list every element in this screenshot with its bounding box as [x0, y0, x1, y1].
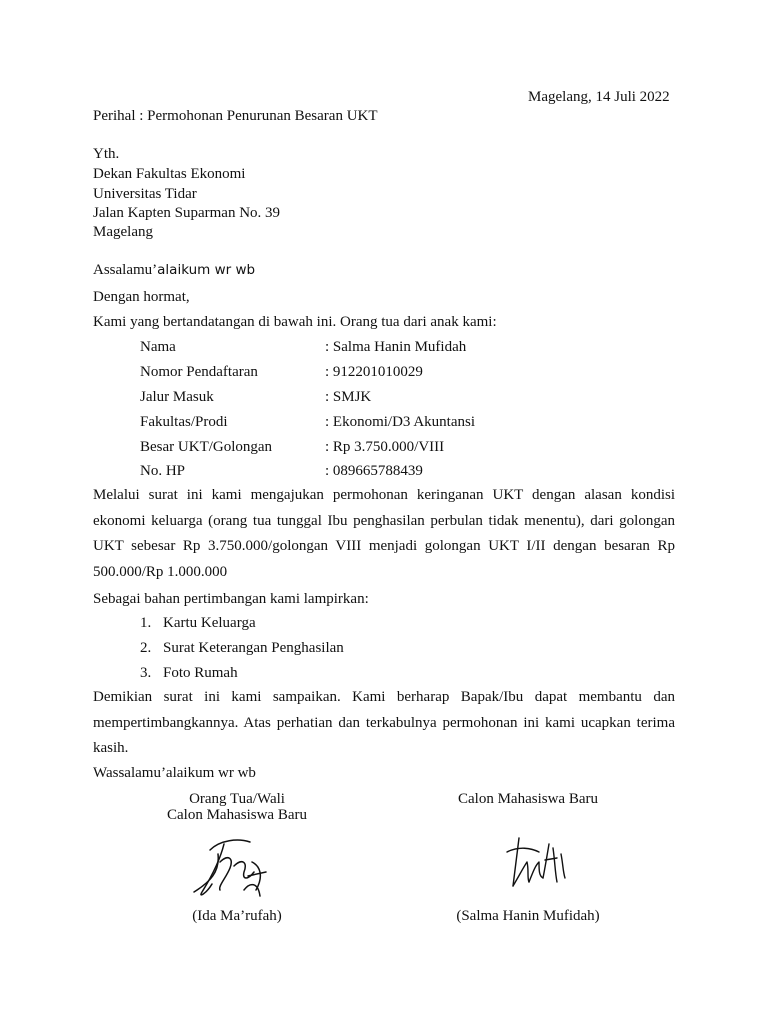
field-label: Jalur Masuk — [140, 389, 214, 405]
right-signer-role: Calon Mahasiswa Baru — [458, 791, 598, 807]
recipient-line: Universitas Tidar — [93, 186, 197, 202]
right-signer-name: (Salma Hanin Mufidah) — [456, 908, 600, 924]
attachments-intro: Sebagai bahan pertimbangan kami lampirkan: — [93, 591, 369, 607]
list-item: Foto Rumah — [163, 665, 238, 681]
left-signer-role: Calon Mahasiswa Baru — [167, 807, 307, 823]
field-label: No. HP — [140, 463, 186, 479]
intro-line: Kami yang bertandatangan di bawah ini. Orang tua dari anak kami: — [93, 314, 497, 330]
field-value: : Rp 3.750.000/VIII — [325, 439, 445, 455]
list-number: 3. — [140, 665, 152, 681]
closing-paragraph: Demikian surat ini kami sampaikan. Kami berharap Bapak/Ibu dapat membantu dan mempertimbangkannya. Atas perhatian dan terkabulnya permohonan ini kami ucapkan terima kasih. — [93, 689, 675, 756]
greeting: Assalamu’alaikum wr wb — [93, 262, 256, 278]
salutation: Dengan hormat, — [93, 289, 190, 305]
field-label: Besar UKT/Golongan — [140, 439, 273, 455]
field-value: : Ekonomi/D3 Akuntansi — [325, 414, 475, 430]
place-date: Magelang, 14 Juli 2022 — [528, 89, 670, 105]
field-value: : 089665788439 — [325, 463, 423, 479]
recipient-line: Dekan Fakultas Ekonomi — [93, 166, 246, 182]
list-number: 2. — [140, 640, 152, 656]
field-label: Nomor Pendaftaran — [140, 364, 258, 380]
list-number: 1. — [140, 615, 152, 631]
field-label: Fakultas/Prodi — [140, 414, 228, 430]
recipient-line: Magelang — [93, 224, 153, 240]
recipient-line: Yth. — [93, 146, 120, 162]
subject-line: Perihal : Permohonan Penurunan Besaran UKT — [93, 108, 378, 124]
left-signer-name: (Ida Ma’rufah) — [192, 908, 282, 924]
student-signature — [505, 832, 575, 892]
list-item: Surat Keterangan Penghasilan — [163, 640, 344, 656]
field-value: : SMJK — [325, 389, 372, 405]
parent-signature — [190, 832, 280, 902]
body-paragraph: Melalui surat ini kami mengajukan permohonan keringanan UKT dengan alasan kondisi ekonomi keluarga (orang tua tunggal Ibu penghasilan perbulan tidak menentu), dari golongan UKT sebesar Rp 3.750.000/golongan VIII menjadi golongan UKT I/II dengan besaran Rp 500.000/Rp 1.000.000 — [93, 487, 675, 580]
left-signer-role: Orang Tua/Wali — [189, 791, 285, 807]
farewell: Wassalamu’alaikum wr wb — [93, 765, 256, 781]
field-label: Nama — [140, 339, 176, 355]
field-value: : Salma Hanin Mufidah — [325, 339, 467, 355]
list-item: Kartu Keluarga — [163, 615, 256, 631]
field-value: : 912201010029 — [325, 364, 423, 380]
recipient-line: Jalan Kapten Suparman No. 39 — [93, 205, 281, 221]
